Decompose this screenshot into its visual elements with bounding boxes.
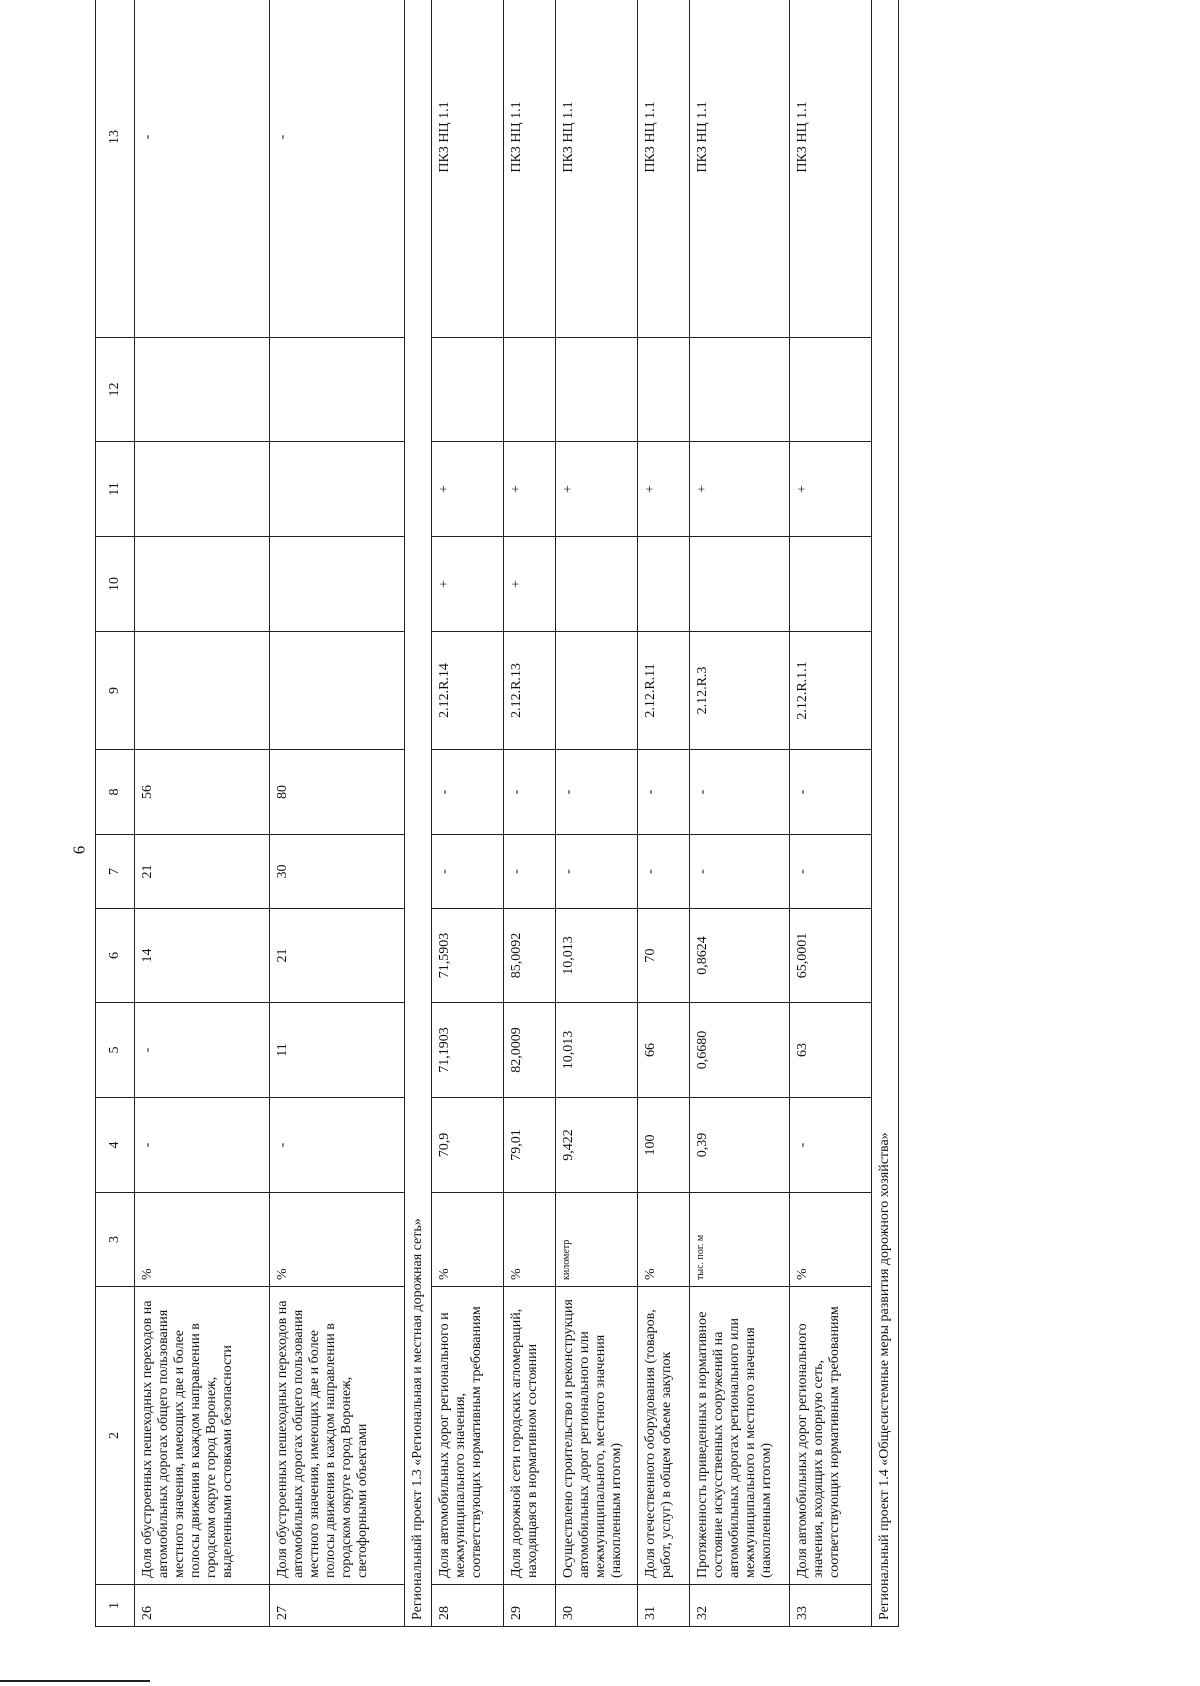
- cell-n: 32: [690, 1585, 790, 1627]
- cell-c13: -: [270, 0, 405, 338]
- table-row: [790, 0, 872, 1627]
- cell-c4: 100: [638, 1098, 690, 1193]
- cell-name: Доля автомобильных дорог регионального значения, входящих в опорную сеть, соответствующих нормативным требованиям: [790, 1287, 872, 1585]
- table-row: [690, 0, 790, 1627]
- cell-c11: +: [638, 442, 690, 537]
- cell-c10: [690, 537, 790, 632]
- cell-c13: -: [135, 0, 270, 338]
- cell-c5: 0,6680: [690, 1003, 790, 1098]
- cell-c7: 30: [270, 835, 405, 909]
- cell-c10: [270, 537, 405, 632]
- cell-c6: 85,0092: [504, 909, 556, 1003]
- section-row: [405, 0, 432, 1627]
- cell-c9: [556, 632, 638, 750]
- cell-c12: [790, 338, 872, 442]
- cell-n: 28: [432, 1585, 504, 1627]
- cell-c8: -: [638, 750, 690, 835]
- cell-name: Доля дорожной сети городских агломераций, находящаяся в нормативном состоянии: [504, 1287, 556, 1585]
- column-header: 9: [96, 632, 135, 750]
- cell-c11: +: [432, 442, 504, 537]
- cell-unit: %: [790, 1193, 872, 1287]
- column-header: 8: [96, 750, 135, 835]
- cell-c5: 10,013: [556, 1003, 638, 1098]
- cell-c6: 0,8624: [690, 909, 790, 1003]
- cell-c9: 2.12.R.3: [690, 632, 790, 750]
- cell-c5: 66: [638, 1003, 690, 1098]
- section-title: Региональный проект 1.3 «Региональная и местная дорожная сеть»: [405, 0, 432, 1627]
- cell-c4: -: [270, 1098, 405, 1193]
- indicators-table: [95, 0, 899, 1627]
- cell-c4: -: [790, 1098, 872, 1193]
- cell-c11: [270, 442, 405, 537]
- rotated-page: [95, 37, 1200, 1627]
- cell-unit: километр: [556, 1193, 638, 1287]
- cell-c9: [270, 632, 405, 750]
- cell-c6: 10,013: [556, 909, 638, 1003]
- cell-unit: %: [135, 1193, 270, 1287]
- cell-c13: ПКЗ НЦ 1.1: [432, 0, 504, 338]
- cell-c9: 2.12.R.14: [432, 632, 504, 750]
- column-header: 11: [96, 442, 135, 537]
- cell-unit: тыс. пог. м: [690, 1193, 790, 1287]
- cell-c7: -: [790, 835, 872, 909]
- column-header: 12: [96, 338, 135, 442]
- cell-c7: -: [556, 835, 638, 909]
- cell-c10: [135, 537, 270, 632]
- table-row: [270, 0, 405, 1627]
- cell-c4: 0,39: [690, 1098, 790, 1193]
- cell-c10: +: [504, 537, 556, 632]
- cell-c5: 63: [790, 1003, 872, 1098]
- cell-c8: -: [690, 750, 790, 835]
- cell-c9: [135, 632, 270, 750]
- header-row: [96, 0, 135, 1627]
- cell-c11: +: [790, 442, 872, 537]
- table-row: [432, 0, 504, 1627]
- cell-c13: ПКЗ НЦ 1.1: [690, 0, 790, 338]
- cell-n: 27: [270, 1585, 405, 1627]
- cell-c7: -: [690, 835, 790, 909]
- cell-unit: %: [638, 1193, 690, 1287]
- section-row: [872, 0, 899, 1627]
- table-row: [135, 0, 270, 1627]
- column-header: 7: [96, 835, 135, 909]
- column-header: 4: [96, 1098, 135, 1193]
- cell-c4: 79,01: [504, 1098, 556, 1193]
- column-header: 6: [96, 909, 135, 1003]
- cell-c12: [690, 338, 790, 442]
- column-header: 1: [96, 1585, 135, 1627]
- cell-c12: [432, 338, 504, 442]
- cell-c5: 71,1903: [432, 1003, 504, 1098]
- cell-c5: -: [135, 1003, 270, 1098]
- column-header: 5: [96, 1003, 135, 1098]
- cell-c6: 21: [270, 909, 405, 1003]
- cell-n: 33: [790, 1585, 872, 1627]
- cell-c6: 14: [135, 909, 270, 1003]
- cell-c5: 82,0009: [504, 1003, 556, 1098]
- column-header: 13: [96, 0, 135, 338]
- cell-c4: 70,9: [432, 1098, 504, 1193]
- cell-c10: [638, 537, 690, 632]
- cell-n: 31: [638, 1585, 690, 1627]
- cell-c13: ПКЗ НЦ 1.1: [638, 0, 690, 338]
- cell-c4: 9,422: [556, 1098, 638, 1193]
- cell-c11: +: [690, 442, 790, 537]
- cell-c7: -: [638, 835, 690, 909]
- cell-name: Доля автомобильных дорог регионального и межмуниципального значения, соответствующих нормативным требованиям: [432, 1287, 504, 1585]
- table-row: [638, 0, 690, 1627]
- cell-c4: -: [135, 1098, 270, 1193]
- cell-c12: [135, 338, 270, 442]
- page-number: 6: [69, 845, 89, 855]
- cell-c6: 70: [638, 909, 690, 1003]
- section-title: Региональный проект 1.4 «Общесистемные меры развития дорожного хозяйства»: [872, 0, 899, 1627]
- cell-n: 26: [135, 1585, 270, 1627]
- cell-name: Доля обустроенных пешеходных переходов на автомобильных дорогах общего пользования местного значения, имеющих две и более полосы движения в каждом направлении в городском округе город Воронеж, выделенными остовками безопасности: [135, 1287, 270, 1585]
- cell-name: Доля отечественного оборудования (товаров, работ, услуг) в общем объеме закупок: [638, 1287, 690, 1585]
- cell-c8: 56: [135, 750, 270, 835]
- cell-n: 30: [556, 1585, 638, 1627]
- cell-unit: %: [270, 1193, 405, 1287]
- table-row: [504, 0, 556, 1627]
- cell-unit: %: [432, 1193, 504, 1287]
- cell-c13: ПКЗ НЦ 1.1: [790, 0, 872, 338]
- cell-c8: -: [432, 750, 504, 835]
- footer-line: [0, 1680, 150, 1682]
- cell-c11: [135, 442, 270, 537]
- cell-c12: [556, 338, 638, 442]
- column-header: 10: [96, 537, 135, 632]
- cell-c10: +: [432, 537, 504, 632]
- cell-c8: -: [504, 750, 556, 835]
- column-header: 3: [96, 1193, 135, 1287]
- cell-n: 29: [504, 1585, 556, 1627]
- cell-c9: 2.12.R.11: [638, 632, 690, 750]
- cell-c10: [790, 537, 872, 632]
- cell-c7: 21: [135, 835, 270, 909]
- cell-c5: 11: [270, 1003, 405, 1098]
- cell-c12: [504, 338, 556, 442]
- cell-c10: [556, 537, 638, 632]
- cell-c12: [270, 338, 405, 442]
- cell-c8: 80: [270, 750, 405, 835]
- cell-c9: 2.12.R.13: [504, 632, 556, 750]
- cell-name: Доля обустроенных пешеходных переходов на автомобильных дорогах общего пользования местного значения, имеющих две и более полосы движения в каждом направлении в городском округе город Воронеж, светофорными объектами: [270, 1287, 405, 1585]
- cell-c13: ПКЗ НЦ 1.1: [556, 0, 638, 338]
- cell-c7: -: [432, 835, 504, 909]
- cell-name: Осуществлено строительство и реконструкция автомобильных дорог регионального или межмуниципального, местного значения (накопленным итогом): [556, 1287, 638, 1585]
- cell-name: Протяженность приведенных в нормативное состояние искусственных сооружений на автомобильных дорогах регионального или межмуниципального и местного значения (накопленным итогом): [690, 1287, 790, 1585]
- cell-unit: %: [504, 1193, 556, 1287]
- cell-c9: 2.12.R.1.1: [790, 632, 872, 750]
- cell-c8: -: [790, 750, 872, 835]
- cell-c12: [638, 338, 690, 442]
- table-row: [556, 0, 638, 1627]
- cell-c6: 65,0001: [790, 909, 872, 1003]
- cell-c7: -: [504, 835, 556, 909]
- cell-c8: -: [556, 750, 638, 835]
- cell-c11: +: [504, 442, 556, 537]
- cell-c6: 71,5903: [432, 909, 504, 1003]
- cell-c13: ПКЗ НЦ 1.1: [504, 0, 556, 338]
- column-header: 2: [96, 1287, 135, 1585]
- cell-c11: +: [556, 442, 638, 537]
